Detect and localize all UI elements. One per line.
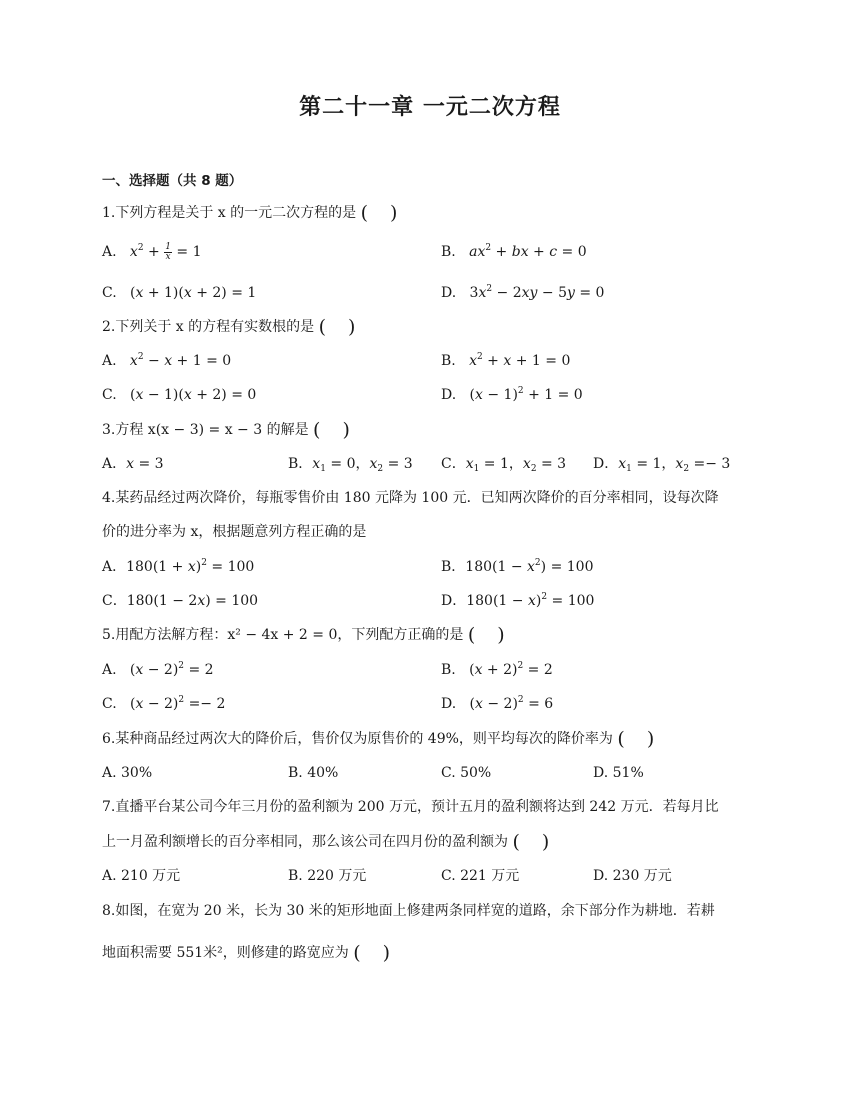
- q1-option-d: D. $3x^2 - 2xy - 5y = 0$: [441, 284, 605, 301]
- q5-option-a: A. $(x - 2)^2 = 2$: [102, 661, 214, 678]
- question-6: 6.某种商品经过两次大的降价后，售价仅为原售价的 49%，则平均每次的降价率为 ( ): [102, 728, 655, 750]
- q5-option-d: D. $(x - 2)^2 = 6$: [441, 695, 554, 712]
- question-5-stem: 5.用配方法解方程：x² − 4x + 2 = 0，下列配方正确的是: [102, 627, 464, 643]
- q4-option-c: C．180(1 − 2x) = 100: [102, 593, 259, 609]
- q6-option-c: C. 50%: [441, 765, 492, 781]
- question-8-line-2: 地面积需要 551米²，则修建的路宽应为 ( ): [102, 942, 391, 964]
- q7-option-d: D. 230 万元: [593, 868, 672, 884]
- q3-option-a: A．x = 3: [102, 456, 164, 472]
- q2-option-a: A. $x^2 - x + 1 = 0$: [102, 352, 232, 369]
- q7-option-c: C. 221 万元: [441, 868, 520, 884]
- q6-option-a: A. 30%: [102, 765, 153, 781]
- answer-paren-close: ): [390, 202, 398, 224]
- q3-option-b: B．$x_1 = 0$，$x_2 = 3$: [288, 456, 413, 474]
- q7-option-b: B. 220 万元: [288, 868, 367, 884]
- answer-paren-open: (: [360, 202, 369, 224]
- question-1-stem: 1.下列方程是关于 x 的一元二次方程的是: [102, 205, 357, 221]
- question-5: 5.用配方法解方程：x² − 4x + 2 = 0，下列配方正确的是 ( ): [102, 624, 505, 646]
- q4-option-a: A．$180(1 + x)^2 = 100$: [102, 558, 255, 575]
- q6-option-d: D. 51%: [593, 765, 644, 781]
- q5-option-c: C. $(x - 2)^2 =- 2$: [102, 695, 226, 712]
- q2-option-d: D. $(x - 1)^2 + 1 = 0$: [441, 386, 583, 403]
- question-8-line-1: 8.如图，在宽为 20 米，长为 30 米的矩形地面上修建两条同样宽的道路，余下部分作为耕地．若耕: [102, 903, 715, 919]
- q1-option-b: B. $ax^2$ + bx + c = 0: [441, 243, 587, 260]
- question-7-line-1: 7.直播平台某公司今年三月份的盈利额为 200 万元，预计五月的盈利额将达到 242 万元．若每月比: [102, 799, 719, 815]
- question-2-stem: 2.下列关于 x 的方程有实数根的是: [102, 319, 315, 335]
- question-3-stem: 3.方程 x(x − 3) = x − 3 的解是: [102, 422, 309, 438]
- q7-option-a: A. 210 万元: [102, 868, 181, 884]
- q5-option-b: B. $(x + 2)^2 = 2$: [441, 661, 553, 678]
- question-1: [102, 203, 397, 223]
- question-6-stem: 6.某种商品经过两次大的降价后，售价仅为原售价的 49%，则平均每次的降价率为: [102, 731, 613, 747]
- q3-option-d: D．$x_1 = 1$，$x_2 =- 3$: [593, 456, 731, 474]
- question-4-line-2: 价的进分率为 x，根据题意列方程正确的是: [102, 524, 367, 540]
- q2-option-b: B. $x^2 + x + 1 = 0$: [441, 352, 571, 369]
- question-4-line-1: 4.某药品经过两次降价，每瓶零售价由 180 元降为 100 元．已知两次降价的百分率相同，设每次降: [102, 490, 719, 506]
- q2-option-c: C. (x − 1)(x + 2) = 0: [102, 387, 257, 403]
- page-title: 第二十一章 一元二次方程: [299, 95, 561, 120]
- q1-option-a: A. $x^2$ + $\frac{1}{x}$ = 1: [102, 241, 202, 262]
- question-3: 3.方程 x(x − 3) = x − 3 的解是 ( ): [102, 419, 350, 441]
- question-7-line-2: 上一月盈利额增长的百分率相同，那么该公司在四月份的盈利额为 ( ): [102, 831, 550, 853]
- q4-option-b: B．$180(1 - x^2) = 100$: [441, 558, 594, 575]
- q3-option-c: C．$x_1 = 1$，$x_2 = 3$: [441, 456, 567, 474]
- q1-option-c: C. (x + 1)(x + 2) = 1: [102, 285, 257, 301]
- q4-option-d: D．$180(1 - x)^2 = 100$: [441, 592, 595, 609]
- q6-option-b: B. 40%: [288, 765, 339, 781]
- section-heading: 一、选择题（共 8 题）: [102, 173, 243, 189]
- question-2: 2.下列关于 x 的方程有实数根的是 ( ): [102, 316, 356, 338]
